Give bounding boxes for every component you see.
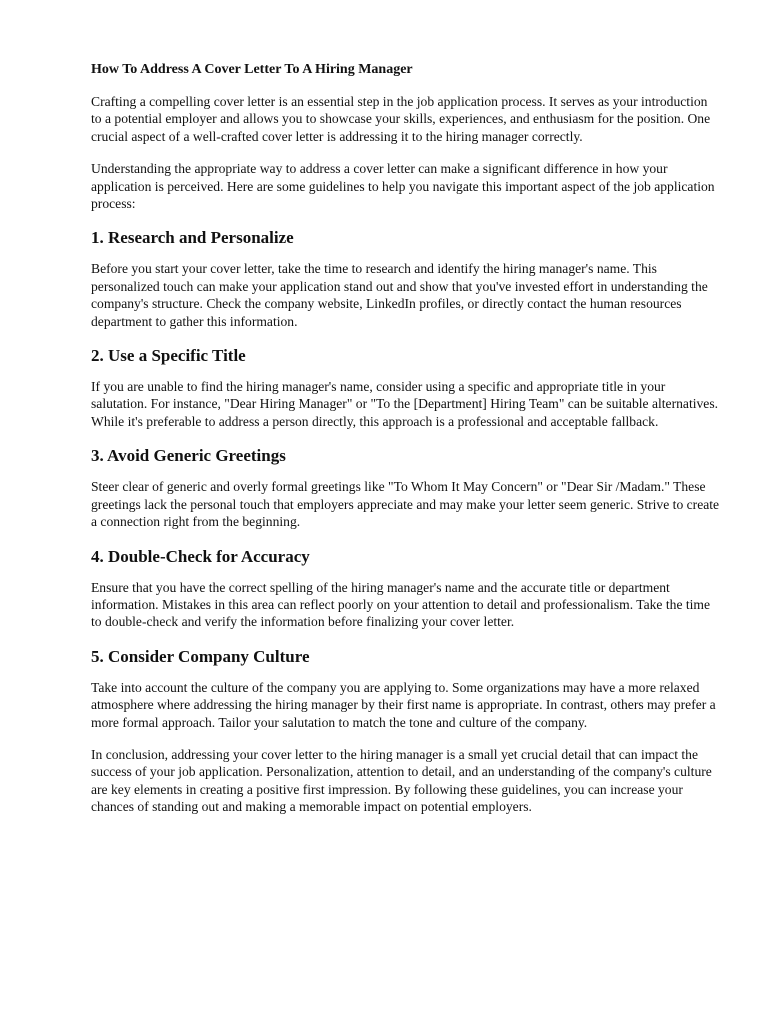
section-heading: 5. Consider Company Culture [91, 646, 310, 666]
conclusion-paragraph: In conclusion, addressing your cover letter to the hiring manager is a small yet crucial detail that can impact the success of your job application. Personalization, attention to detail, and an understanding of the company's culture are key elements in creating a positive first impression. By following these guidelines, you can increase your chances of standing out and making a memorable impact on potential employers. [91, 746, 712, 815]
section-heading: 2. Use a Specific Title [91, 346, 246, 366]
document-page [91, 60, 721, 831]
section-heading: 1. Research and Personalize [91, 228, 294, 248]
intro-paragraph: Crafting a compelling cover letter is an essential step in the job application process. It serves as your introduction to a potential employer and allows you to showcase your skills, experiences, and enthusiasm for the position. One crucial aspect of a well-crafted cover letter is addressing it to the hiring manager correctly. [91, 94, 711, 144]
section-paragraph: Steer clear of generic and overly formal greetings like "To Whom It May Concern" or "Dear Sir /Madam." These greetings lack the personal touch that employers appreciate and may make your letter seem generic. Strive to create a connection right from the beginning. [91, 479, 720, 530]
section-paragraph: Take into account the culture of the company you are applying to. Some organizations may have a more relaxed atmosphere where addressing the hiring manager by their first name is appropriate. In contrast, others may prefer a more formal approach. Tailor your salutation to match the tone and culture of the company. [91, 679, 716, 730]
intro-paragraph: Understanding the appropriate way to address a cover letter can make a significant difference in how your application is perceived. Here are some guidelines to help you navigate this important aspect of the job application process: [91, 161, 715, 212]
section-heading: 4. Double-Check for Accuracy [91, 546, 310, 566]
section-paragraph: Before you start your cover letter, take the time to research and identify the hiring manager's name. This personalized touch can make your application stand out and show that you've invested effort in understanding the company's structure. Check the company website, LinkedIn profiles, or directly contact the human resources department to gather this information. [91, 261, 708, 329]
section-paragraph: Ensure that you have the correct spelling of the hiring manager's name and the accurate title or department information. Mistakes in this area can reflect poorly on your attention to detail and professionalism. Take the time to double-check and verify the information before finalizing your cover letter. [91, 579, 711, 630]
document-title: How To Address A Cover Letter To A Hiring Manager [91, 62, 413, 77]
section-heading: 3. Avoid Generic Greetings [91, 446, 286, 466]
section-paragraph: If you are unable to find the hiring manager's name, consider using a specific and appropriate title in your salutation. For instance, "Dear Hiring Manager" or "To the [Department] Hiring Team" can be suitable alternatives. While it's preferable to address a person directly, this approach is a professional and acceptable fallback. [91, 379, 719, 429]
